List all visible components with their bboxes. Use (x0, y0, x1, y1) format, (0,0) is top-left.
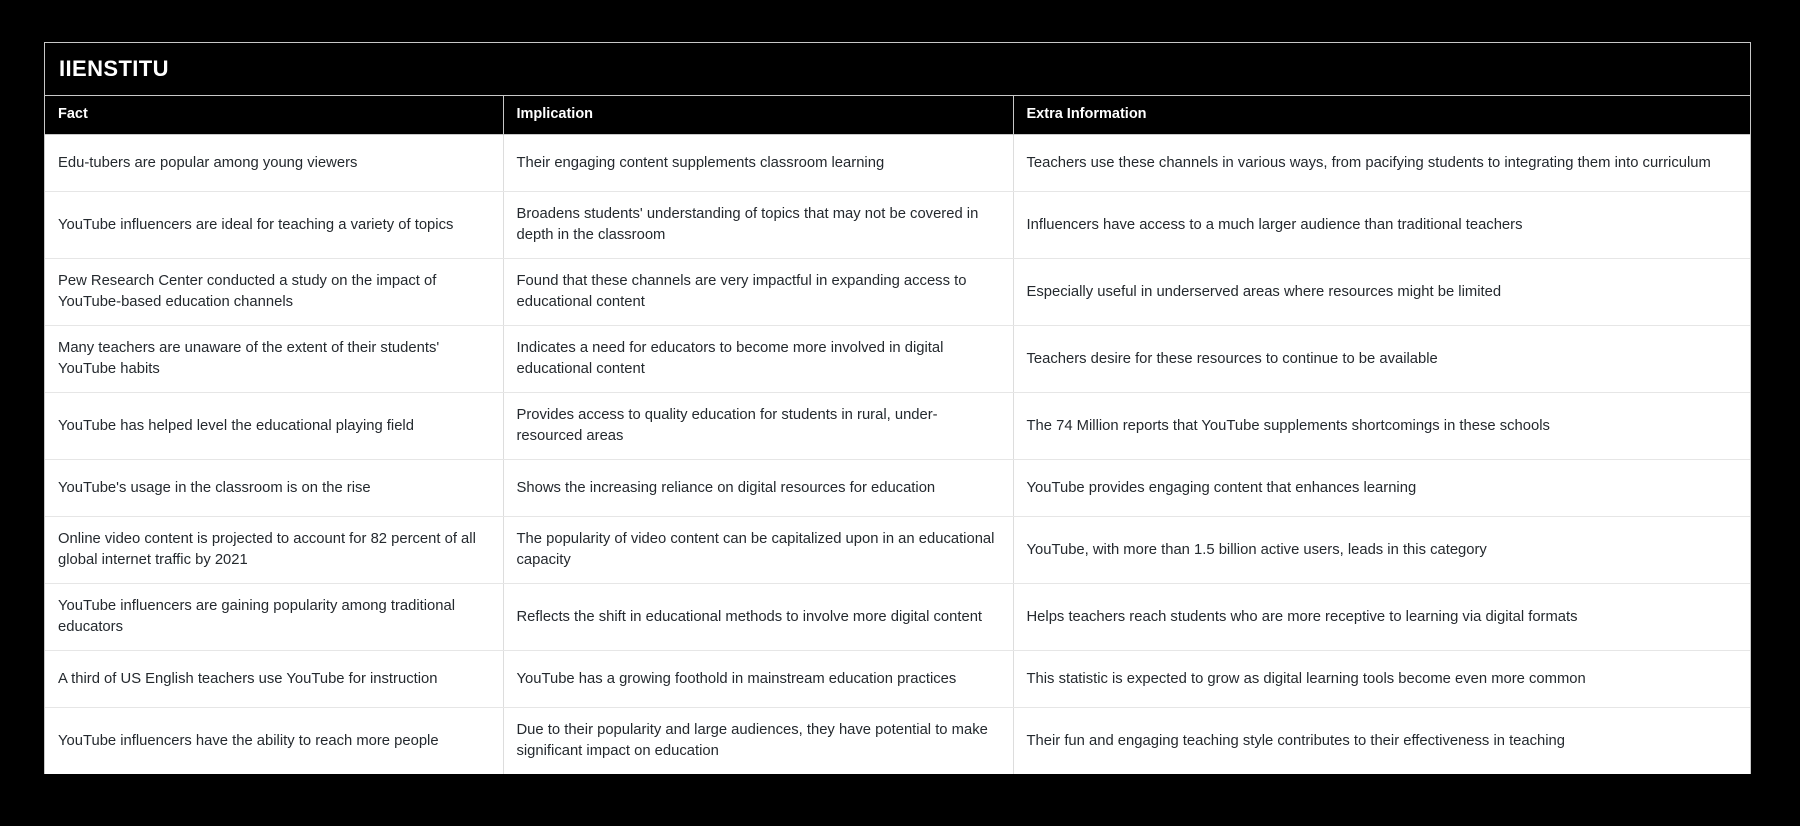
table-row (45, 584, 1750, 651)
cell-implication: The popularity of video content can be capitalized upon in an educational capacity (503, 517, 1013, 584)
column-header-extra-information: Extra Information (1013, 96, 1750, 135)
cell-fact: Many teachers are unaware of the extent of their students' YouTube habits (45, 326, 503, 393)
cell-implication: Shows the increasing reliance on digital resources for education (503, 460, 1013, 517)
table-row (45, 393, 1750, 460)
cell-extra-information: The 74 Million reports that YouTube supplements shortcomings in these schools (1013, 393, 1750, 460)
cell-extra-information: This statistic is expected to grow as digital learning tools become even more common (1013, 651, 1750, 708)
cell-extra-information: YouTube, with more than 1.5 billion active users, leads in this category (1013, 517, 1750, 584)
brand-header (45, 43, 1750, 96)
cell-fact: YouTube's usage in the classroom is on the rise (45, 460, 503, 517)
table-row (45, 135, 1750, 192)
cell-implication: Found that these channels are very impactful in expanding access to educational content (503, 259, 1013, 326)
cell-fact: YouTube influencers are ideal for teaching a variety of topics (45, 192, 503, 259)
table-row (45, 708, 1750, 775)
cell-extra-information: Helps teachers reach students who are more receptive to learning via digital formats (1013, 584, 1750, 651)
cell-extra-information: Teachers use these channels in various ways, from pacifying students to integrating them into curriculum (1013, 135, 1750, 192)
table-row (45, 460, 1750, 517)
table-header-row-group (45, 96, 1750, 135)
cell-extra-information: Influencers have access to a much larger audience than traditional teachers (1013, 192, 1750, 259)
cell-extra-information: Especially useful in underserved areas where resources might be limited (1013, 259, 1750, 326)
table-row (45, 517, 1750, 584)
cell-fact: Online video content is projected to account for 82 percent of all global internet traffic by 2021 (45, 517, 503, 584)
cell-implication: Indicates a need for educators to become more involved in digital educational content (503, 326, 1013, 393)
facts-table (45, 96, 1750, 774)
cell-fact: YouTube influencers are gaining popularity among traditional educators (45, 584, 503, 651)
cell-implication: Reflects the shift in educational methods to involve more digital content (503, 584, 1013, 651)
cell-fact: Edu-tubers are popular among young viewers (45, 135, 503, 192)
cell-extra-information: YouTube provides engaging content that enhances learning (1013, 460, 1750, 517)
cell-fact: YouTube influencers have the ability to reach more people (45, 708, 503, 775)
cell-implication: Broadens students' understanding of topics that may not be covered in depth in the classroom (503, 192, 1013, 259)
cell-implication: Due to their popularity and large audiences, they have potential to make significant impact on education (503, 708, 1013, 775)
cell-extra-information: Teachers desire for these resources to continue to be available (1013, 326, 1750, 393)
table-row (45, 259, 1750, 326)
cell-implication: Provides access to quality education for students in rural, under-resourced areas (503, 393, 1013, 460)
column-header-implication: Implication (503, 96, 1013, 135)
brand-title: IIENSTITU (59, 56, 169, 81)
cell-implication: Their engaging content supplements classroom learning (503, 135, 1013, 192)
table-body (45, 135, 1750, 775)
table-row (45, 192, 1750, 259)
table-row (45, 326, 1750, 393)
table-header-row (45, 96, 1750, 135)
cell-fact: YouTube has helped level the educational playing field (45, 393, 503, 460)
table-row (45, 651, 1750, 708)
column-header-fact: Fact (45, 96, 503, 135)
cell-extra-information: Their fun and engaging teaching style contributes to their effectiveness in teaching (1013, 708, 1750, 775)
cell-fact: A third of US English teachers use YouTube for instruction (45, 651, 503, 708)
table-card (44, 42, 1751, 774)
cell-fact: Pew Research Center conducted a study on the impact of YouTube-based education channels (45, 259, 503, 326)
cell-implication: YouTube has a growing foothold in mainstream education practices (503, 651, 1013, 708)
